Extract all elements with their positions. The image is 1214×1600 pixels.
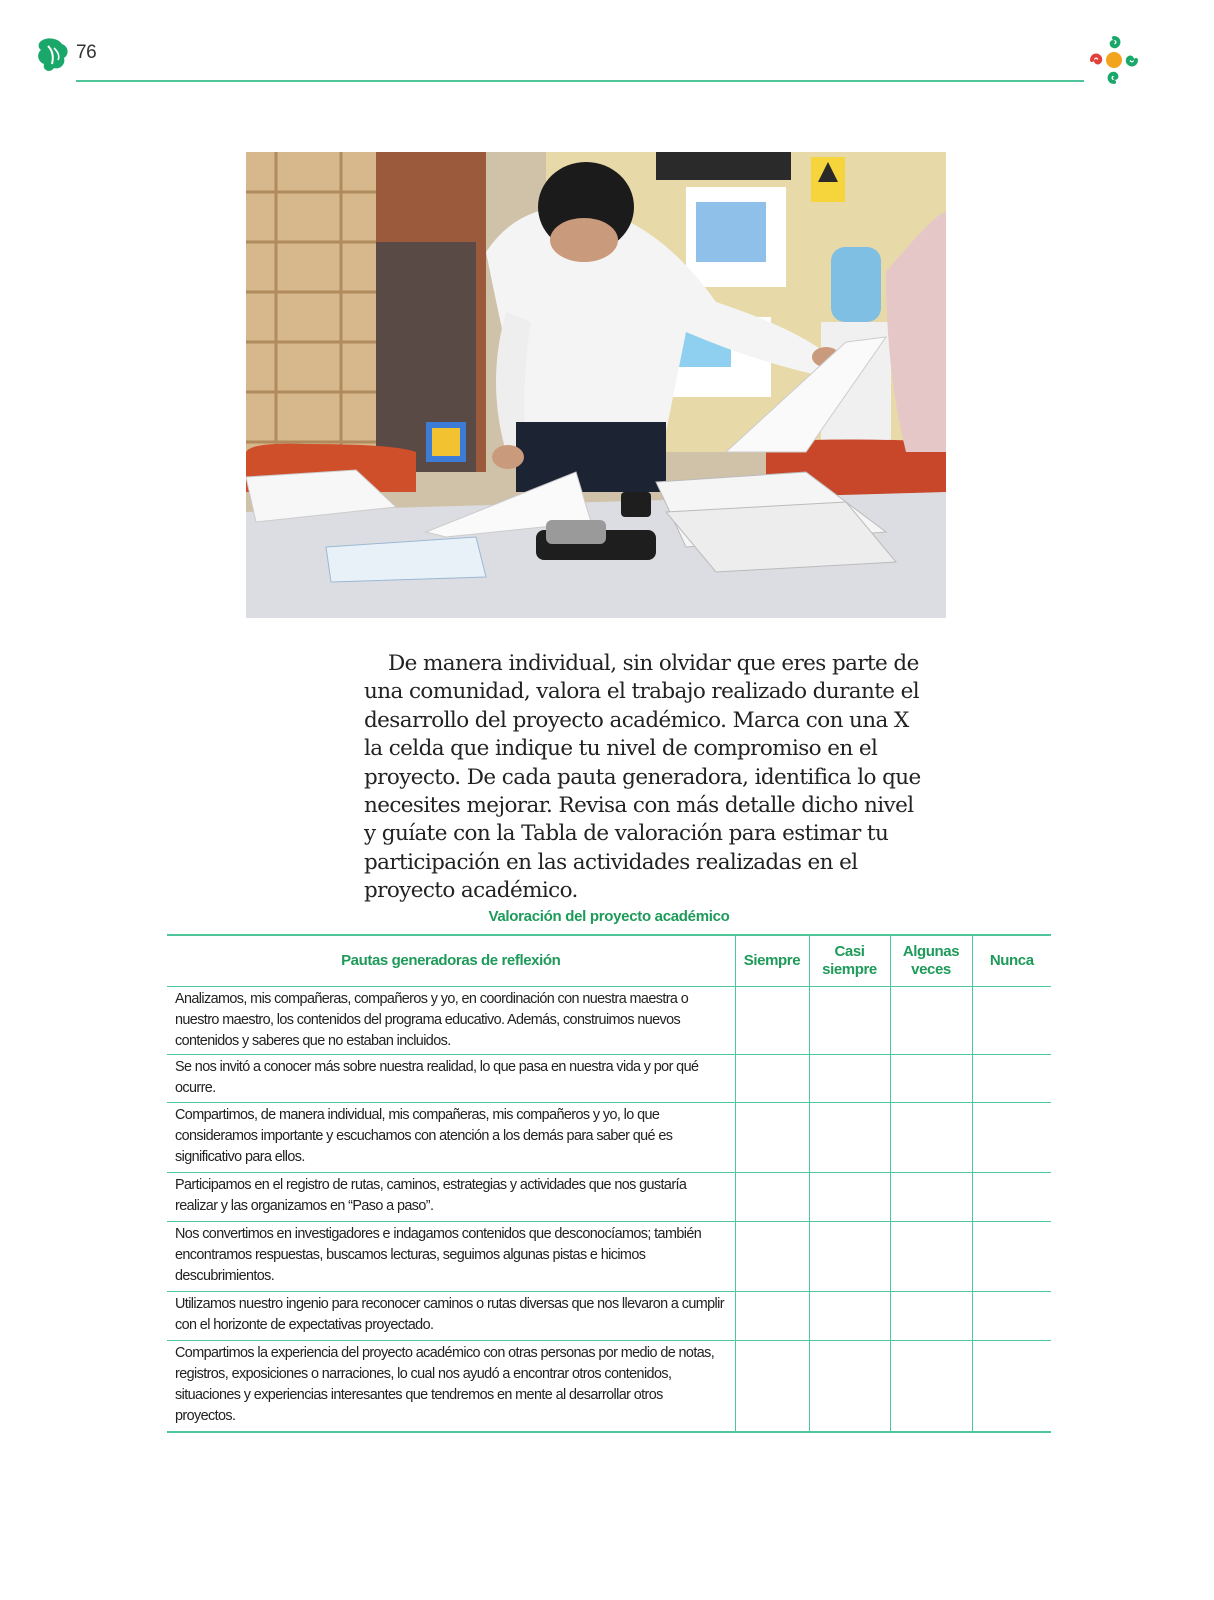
checkbox-cell-algunas-veces[interactable] — [890, 1055, 972, 1103]
checkbox-cell-algunas-veces[interactable] — [890, 1222, 972, 1292]
checkbox-cell-nunca[interactable] — [972, 1055, 1051, 1103]
column-header-casi-siempre-text: Casi siempre — [822, 943, 877, 978]
table-row — [167, 987, 1051, 1055]
checkbox-cell-casi-siempre[interactable] — [809, 1055, 890, 1103]
student-stapling-papers-photo — [246, 152, 946, 618]
row-statement: Utilizamos nuestro ingenio para reconocer caminos o rutas diversas que nos llevaron a cumplir con el horizonte de expectativas proyectado. — [167, 1292, 735, 1341]
row-statement: Compartimos la experiencia del proyecto académico con otras personas por medio de notas, registros, exposiciones o narraciones, lo cual nos ayudó a encontrar otros contenidos, situaciones y experiencias interesantes que tendremos en mente al desarrollar otros proyectos. — [167, 1341, 735, 1432]
green-leaf-logo-icon — [36, 36, 70, 74]
checkbox-cell-siempre[interactable] — [735, 1173, 809, 1222]
checkbox-cell-siempre[interactable] — [735, 1103, 809, 1173]
row-statement: Compartimos, de manera individual, mis compañeras, mis compañeros y yo, lo que consideramos importante y escuchamos con atención a los demás para saber qué es significativo para ellos. — [167, 1103, 735, 1173]
table-row — [167, 1222, 1051, 1292]
table-row — [167, 1103, 1051, 1173]
row-statement: Se nos invitó a conocer más sobre nuestra realidad, lo que pasa en nuestra vida y por qué ocurre. — [167, 1055, 735, 1103]
page-number: 76 — [76, 42, 97, 63]
table-row — [167, 1173, 1051, 1222]
checkbox-cell-nunca[interactable] — [972, 1103, 1051, 1173]
column-header-algunas-veces — [890, 935, 972, 987]
row-statement: Analizamos, mis compañeras, compañeros y yo, en coordinación con nuestra maestra o nuestro maestro, los contenidos del programa educativo. Además, construimos nuevos contenidos y saberes que no estaban incluidos. — [167, 987, 735, 1055]
checkbox-cell-casi-siempre[interactable] — [809, 987, 890, 1055]
checkbox-cell-siempre[interactable] — [735, 987, 809, 1055]
checkbox-cell-casi-siempre[interactable] — [809, 1222, 890, 1292]
checkbox-cell-algunas-veces[interactable] — [890, 1173, 972, 1222]
checkbox-cell-nunca[interactable] — [972, 1173, 1051, 1222]
table-row — [167, 1341, 1051, 1432]
checkbox-cell-siempre[interactable] — [735, 1222, 809, 1292]
column-header-algunas-veces-text: Algunas veces — [902, 943, 960, 978]
checkbox-cell-nunca[interactable] — [972, 987, 1051, 1055]
table-row — [167, 1055, 1051, 1103]
colored-swirls-emblem-icon — [1086, 32, 1142, 88]
assessment-table — [167, 934, 1051, 1433]
checkbox-cell-algunas-veces[interactable] — [890, 1341, 972, 1432]
checkbox-cell-casi-siempre[interactable] — [809, 1341, 890, 1432]
instructions-paragraph: De manera individual, sin olvidar que eres parte de una comunidad, valora el trabajo realizado durante el desarrollo del proyecto académico. Marca con una X la celda que indique tu nivel de compromiso en el proyecto. De cada pauta generadora, identifica lo que necesites mejorar. Revisa con más detalle dicho nivel y guíate con la Tabla de valoración para estimar tu participación en las actividades realizadas en el proyecto académico. — [364, 651, 921, 904]
checkbox-cell-siempre[interactable] — [735, 1341, 809, 1432]
checkbox-cell-algunas-veces[interactable] — [890, 1292, 972, 1341]
checkbox-cell-nunca[interactable] — [972, 1341, 1051, 1432]
row-statement: Participamos en el registro de rutas, caminos, estrategias y actividades que nos gustaría realizar y las organizamos en “Paso a paso”. — [167, 1173, 735, 1222]
checkbox-cell-nunca[interactable] — [972, 1292, 1051, 1341]
table-row — [167, 1292, 1051, 1341]
checkbox-cell-casi-siempre[interactable] — [809, 1103, 890, 1173]
checkbox-cell-nunca[interactable] — [972, 1222, 1051, 1292]
checkbox-cell-casi-siempre[interactable] — [809, 1173, 890, 1222]
column-header-casi-siempre — [809, 935, 890, 987]
table-title: Valoración del proyecto académico — [488, 908, 730, 925]
row-statement: Nos convertimos en investigadores e indagamos contenidos que desconocíamos; también encontramos respuestas, buscamos lecturas, seguimos algunas pistas e hicimos descubrimientos. — [167, 1222, 735, 1292]
checkbox-cell-casi-siempre[interactable] — [809, 1292, 890, 1341]
table-header-row — [167, 935, 1051, 987]
column-header-pautas: Pautas generadoras de reflexión — [167, 935, 735, 987]
checkbox-cell-siempre[interactable] — [735, 1292, 809, 1341]
checkbox-cell-siempre[interactable] — [735, 1055, 809, 1103]
column-header-siempre: Siempre — [735, 935, 809, 987]
column-header-nunca: Nunca — [972, 935, 1051, 987]
header-divider — [76, 80, 1084, 82]
checkbox-cell-algunas-veces[interactable] — [890, 987, 972, 1055]
checkbox-cell-algunas-veces[interactable] — [890, 1103, 972, 1173]
